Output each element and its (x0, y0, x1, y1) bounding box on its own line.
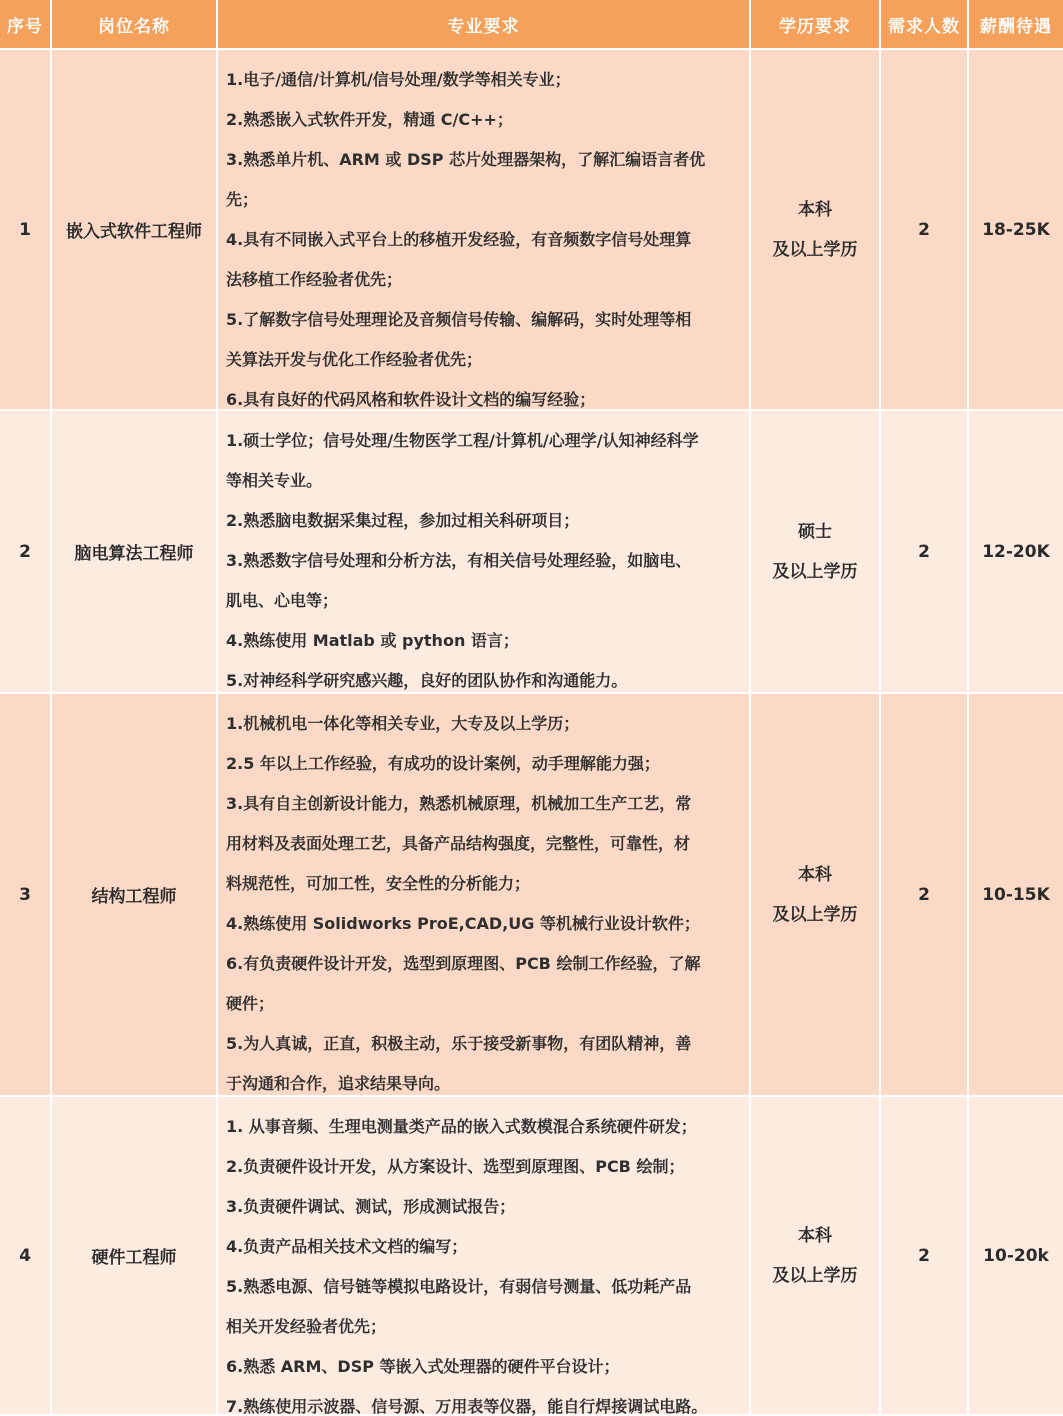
header-salary: 薪酬待遇 (969, 0, 1063, 50)
row-3-headcount: 2 (881, 694, 969, 1097)
requirement-line: 相关开发经验者优先； (226, 1317, 387, 1336)
requirement-line: 4.熟练使用 Matlab 或 python 语言； (226, 631, 519, 650)
requirement-line: 3.熟悉单片机、ARM 或 DSP 芯片处理器架构，了解汇编语言者优 (226, 150, 706, 169)
requirement-line: 7.熟练使用示波器、信号源、万用表等仪器，能自行焊接调试电路。 (226, 1397, 708, 1416)
header-education: 学历要求 (751, 0, 881, 50)
requirement-line: 关算法开发与优化工作经验者优先； (226, 350, 483, 369)
requirement-line: 3.负责硬件调试、测试，形成测试报告； (226, 1197, 516, 1216)
row-3-no: 3 (0, 694, 52, 1097)
header-no: 序号 (0, 0, 52, 50)
row-1-salary: 18-25K (969, 50, 1063, 411)
row-3-education (751, 694, 881, 1097)
requirement-line: 4.熟练使用 Solidworks ProE,CAD,UG 等机械行业设计软件； (226, 914, 700, 933)
row-1-headcount: 2 (881, 50, 969, 411)
education-degree: 本科 (798, 1225, 832, 1246)
requirements-list (226, 421, 699, 701)
requirement-line: 1.硕士学位；信号处理/生物医学工程/计算机/心理学/认知神经科学 (226, 431, 699, 450)
education-qualifier: 及以上学历 (772, 561, 858, 582)
requirement-line: 1.机械机电一体化等相关专业，大专及以上学历； (226, 714, 580, 733)
requirement-line: 3.熟悉数字信号处理和分析方法，有相关信号处理经验，如脑电、 (226, 551, 692, 570)
row-1-requirements (218, 50, 751, 411)
row-4-no: 4 (0, 1097, 52, 1416)
requirement-line: 2.熟悉嵌入式软件开发，精通 C/C++； (226, 110, 513, 129)
education-qualifier: 及以上学历 (772, 904, 858, 925)
requirement-line: 6.有负责硬件设计开发，选型到原理图、PCB 绘制工作经验，了解 (226, 954, 701, 973)
requirement-line: 2.负责硬件设计开发，从方案设计、选型到原理图、PCB 绘制； (226, 1157, 685, 1176)
education-qualifier: 及以上学历 (772, 1265, 858, 1286)
education-degree: 本科 (798, 864, 832, 885)
row-1-title: 嵌入式软件工程师 (52, 50, 218, 411)
row-3-salary: 10-15K (969, 694, 1063, 1097)
header-requirements: 专业要求 (218, 0, 751, 50)
row-2-no: 2 (0, 411, 52, 694)
requirement-line: 先； (226, 190, 259, 209)
row-4-education (751, 1097, 881, 1416)
requirements-list (226, 704, 700, 1104)
requirement-line: 6.熟悉 ARM、DSP 等嵌入式处理器的硬件平台设计； (226, 1357, 620, 1376)
row-2-title: 脑电算法工程师 (52, 411, 218, 694)
requirement-line: 料规范性，可加工性，安全性的分析能力； (226, 874, 531, 893)
header-title: 岗位名称 (52, 0, 218, 50)
row-2-salary: 12-20K (969, 411, 1063, 694)
row-2-headcount: 2 (881, 411, 969, 694)
requirement-line: 5.了解数字信号处理理论及音频信号传输、编解码，实时处理等相 (226, 310, 692, 329)
education-degree: 硕士 (798, 521, 832, 542)
requirement-line: 1.电子/通信/计算机/信号处理/数学等相关专业； (226, 70, 571, 89)
requirement-line: 2.5 年以上工作经验，有成功的设计案例，动手理解能力强； (226, 754, 660, 773)
requirement-line: 4.具有不同嵌入式平台上的移植开发经验，有音频数字信号处理算 (226, 230, 692, 249)
requirements-list (226, 1107, 707, 1416)
education-qualifier: 及以上学历 (772, 239, 858, 260)
requirement-line: 3.具有自主创新设计能力，熟悉机械原理，机械加工生产工艺，常 (226, 794, 692, 813)
row-3-requirements (218, 694, 751, 1097)
requirement-line: 4.负责产品相关技术文档的编写； (226, 1237, 468, 1256)
requirement-line: 法移植工作经验者优先； (226, 270, 403, 289)
row-4-title: 硬件工程师 (52, 1097, 218, 1416)
row-2-education (751, 411, 881, 694)
requirements-list (226, 60, 705, 420)
row-4-headcount: 2 (881, 1097, 969, 1416)
requirement-line: 肌电、心电等； (226, 591, 339, 610)
requirement-line: 5.对神经科学研究感兴趣，良好的团队协作和沟通能力。 (226, 671, 628, 690)
requirement-line: 2.熟悉脑电数据采集过程，参加过相关科研项目； (226, 511, 580, 530)
requirement-line: 用材料及表面处理工艺，具备产品结构强度，完整性，可靠性，材 (226, 834, 691, 853)
requirement-line: 6.具有良好的代码风格和软件设计文档的编写经验； (226, 390, 596, 409)
header-headcount: 需求人数 (881, 0, 969, 50)
row-4-requirements (218, 1097, 751, 1416)
requirement-line: 5.为人真诚，正直，积极主动，乐于接受新事物，有团队精神，善 (226, 1034, 692, 1053)
row-4-salary: 10-20k (969, 1097, 1063, 1416)
requirement-line: 等相关专业。 (226, 471, 323, 490)
row-1-education (751, 50, 881, 411)
education-degree: 本科 (798, 199, 832, 220)
requirement-line: 5.熟悉电源、信号链等模拟电路设计，有弱信号测量、低功耗产品 (226, 1277, 692, 1296)
row-3-title: 结构工程师 (52, 694, 218, 1097)
requirement-line: 于沟通和合作，追求结果导向。 (226, 1074, 451, 1093)
requirement-line: 1. 从事音频、生理电测量类产品的嵌入式数模混合系统硬件研发； (226, 1117, 697, 1136)
row-2-requirements (218, 411, 751, 694)
row-1-no: 1 (0, 50, 52, 411)
requirement-line: 硬件； (226, 994, 275, 1013)
